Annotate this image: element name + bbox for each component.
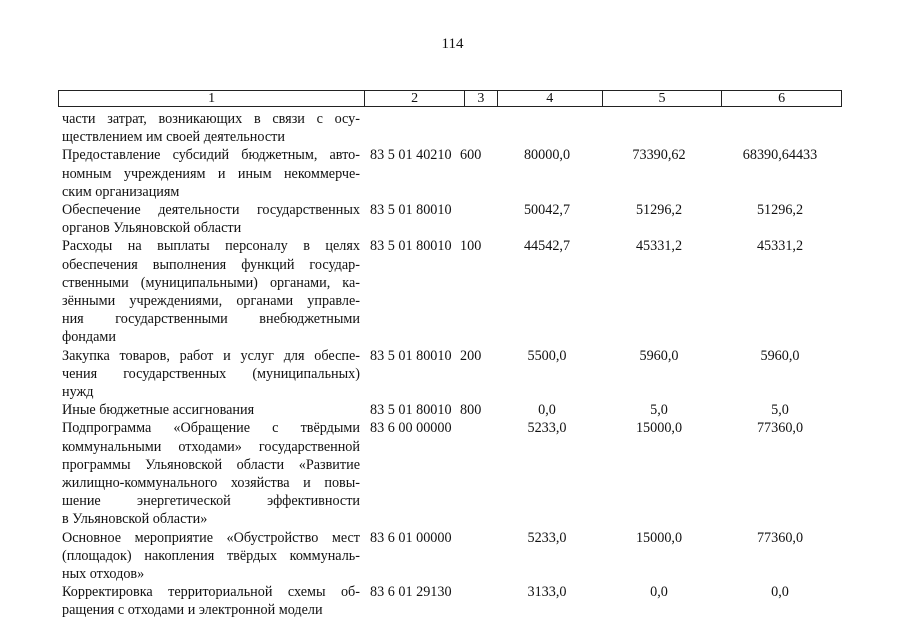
description-line: (площадок) накопления твёрдых коммуналь- <box>62 547 360 564</box>
row-description <box>62 110 360 146</box>
row-expense-type <box>460 110 494 146</box>
header-col-3: 3 <box>464 91 497 106</box>
row-code <box>360 110 460 146</box>
description-line: чения государственных (муниципальных) <box>62 365 360 382</box>
row-expense-type <box>460 201 494 237</box>
description-line: Закупка товаров, работ и услуг для обеспе- <box>62 347 360 364</box>
description-line: ществлением им своей деятельности <box>62 129 285 146</box>
row-value-2: 15000,0 <box>635 420 683 437</box>
table-row <box>62 419 842 528</box>
row-expense-type: 800 <box>460 402 482 419</box>
description-line: зёнными учреждениями, органами управле- <box>62 293 360 310</box>
row-value-1: 5233,0 <box>527 420 567 437</box>
description-line: ния государственными внебюджетными <box>62 311 360 328</box>
description-line: обеспечения выполнения функций государ- <box>62 256 360 273</box>
row-code: 83 6 01 00000 <box>370 529 452 546</box>
description-line: Подпрограмма «Обращение с твёрдыми <box>62 420 360 437</box>
description-line: Предоставление субсидий бюджетным, авто- <box>62 147 360 164</box>
description-line: Корректировка территориальной схемы об- <box>62 584 360 601</box>
row-code: 83 5 01 80010 <box>370 202 452 219</box>
table-row <box>62 201 842 237</box>
row-value-1: 50042,7 <box>523 202 571 219</box>
table-row <box>62 401 842 419</box>
row-code: 83 6 01 29130 <box>370 584 452 601</box>
header-col-5: 5 <box>602 91 722 106</box>
row-code: 83 5 01 40210 <box>370 147 452 164</box>
row-value-2: 73390,62 <box>632 147 686 164</box>
row-value-1: 80000,0 <box>523 147 571 164</box>
description-line: органов Ульяновской области <box>62 220 242 237</box>
row-code: 83 5 01 80010 <box>370 347 452 364</box>
row-description <box>62 237 360 346</box>
description-line: Иные бюджетные ассигнования <box>62 402 255 419</box>
row-value-1: 44542,7 <box>523 238 571 255</box>
row-description <box>62 401 360 419</box>
row-value-1: 3133,0 <box>527 584 567 601</box>
row-expense-type <box>460 529 494 584</box>
row-expense-type: 100 <box>460 238 482 255</box>
row-description <box>62 583 360 619</box>
description-line: ращения с отходами и электронной модели <box>62 602 323 619</box>
row-value-3: 51296,2 <box>756 202 804 219</box>
description-line: в Ульяновской области» <box>62 511 208 528</box>
row-expense-type <box>460 419 494 528</box>
row-value-3: 5960,0 <box>760 347 800 364</box>
table-row <box>62 237 842 346</box>
table-row <box>62 110 842 146</box>
row-value-3 <box>718 110 842 146</box>
table-row <box>62 583 842 619</box>
description-line: номным учреждениям и иным некоммерче- <box>62 165 360 182</box>
row-value-2: 5,0 <box>650 402 668 419</box>
row-value-2: 5960,0 <box>639 347 679 364</box>
description-line: фондами <box>62 329 116 346</box>
row-value-3: 77360,0 <box>756 529 804 546</box>
row-description <box>62 146 360 201</box>
row-value-3: 5,0 <box>771 402 789 419</box>
description-line: части затрат, возникающих в связи с осу- <box>62 111 360 127</box>
description-line: ственными (муниципальными) органами, ка- <box>62 274 360 291</box>
row-value-1 <box>494 110 600 146</box>
table-header <box>58 90 842 107</box>
description-line: ных отходов» <box>62 566 145 583</box>
row-description <box>62 529 360 584</box>
description-line: программы Ульяновской области «Развитие <box>62 456 360 473</box>
table-body <box>62 110 842 620</box>
header-col-6: 6 <box>721 91 841 106</box>
row-value-3: 45331,2 <box>756 238 804 255</box>
header-col-1: 1 <box>208 91 216 106</box>
table-row <box>62 146 842 201</box>
description-line: жилищно-коммунального хозяйства и повы- <box>62 475 360 492</box>
row-description <box>62 201 360 237</box>
description-line: Обеспечение деятельности государственных <box>62 202 360 219</box>
row-value-2: 51296,2 <box>635 202 683 219</box>
description-line: нужд <box>62 384 94 401</box>
header-col-4: 4 <box>497 91 602 106</box>
row-value-1: 5500,0 <box>527 347 567 364</box>
row-value-1: 5233,0 <box>527 529 567 546</box>
row-description <box>62 347 360 402</box>
row-value-2: 15000,0 <box>635 529 683 546</box>
table-row <box>62 529 842 584</box>
header-col-2: 2 <box>364 91 464 106</box>
row-code: 83 5 01 80010 <box>370 402 452 419</box>
description-line: шение энергетической эффективности <box>62 493 360 510</box>
row-expense-type: 600 <box>460 147 482 164</box>
row-value-2 <box>600 110 718 146</box>
row-value-2: 45331,2 <box>635 238 683 255</box>
row-expense-type <box>460 583 494 619</box>
row-value-3: 77360,0 <box>756 420 804 437</box>
row-code: 83 6 00 00000 <box>370 420 452 437</box>
row-value-3: 0,0 <box>771 584 789 601</box>
table-row <box>62 347 842 402</box>
row-value-3: 68390,64433 <box>742 147 818 164</box>
description-line: Расходы на выплаты персоналу в целях <box>62 238 360 255</box>
description-line: ским организациям <box>62 183 180 200</box>
description-line: коммунальными отходами» государственной <box>62 438 360 455</box>
row-value-2: 0,0 <box>650 584 668 601</box>
page-number: 114 <box>441 36 464 52</box>
row-value-1: 0,0 <box>538 402 556 419</box>
row-description <box>62 419 360 528</box>
description-line: Основное мероприятие «Обустройство мест <box>62 529 360 546</box>
row-expense-type: 200 <box>460 347 482 364</box>
row-code: 83 5 01 80010 <box>370 238 452 255</box>
